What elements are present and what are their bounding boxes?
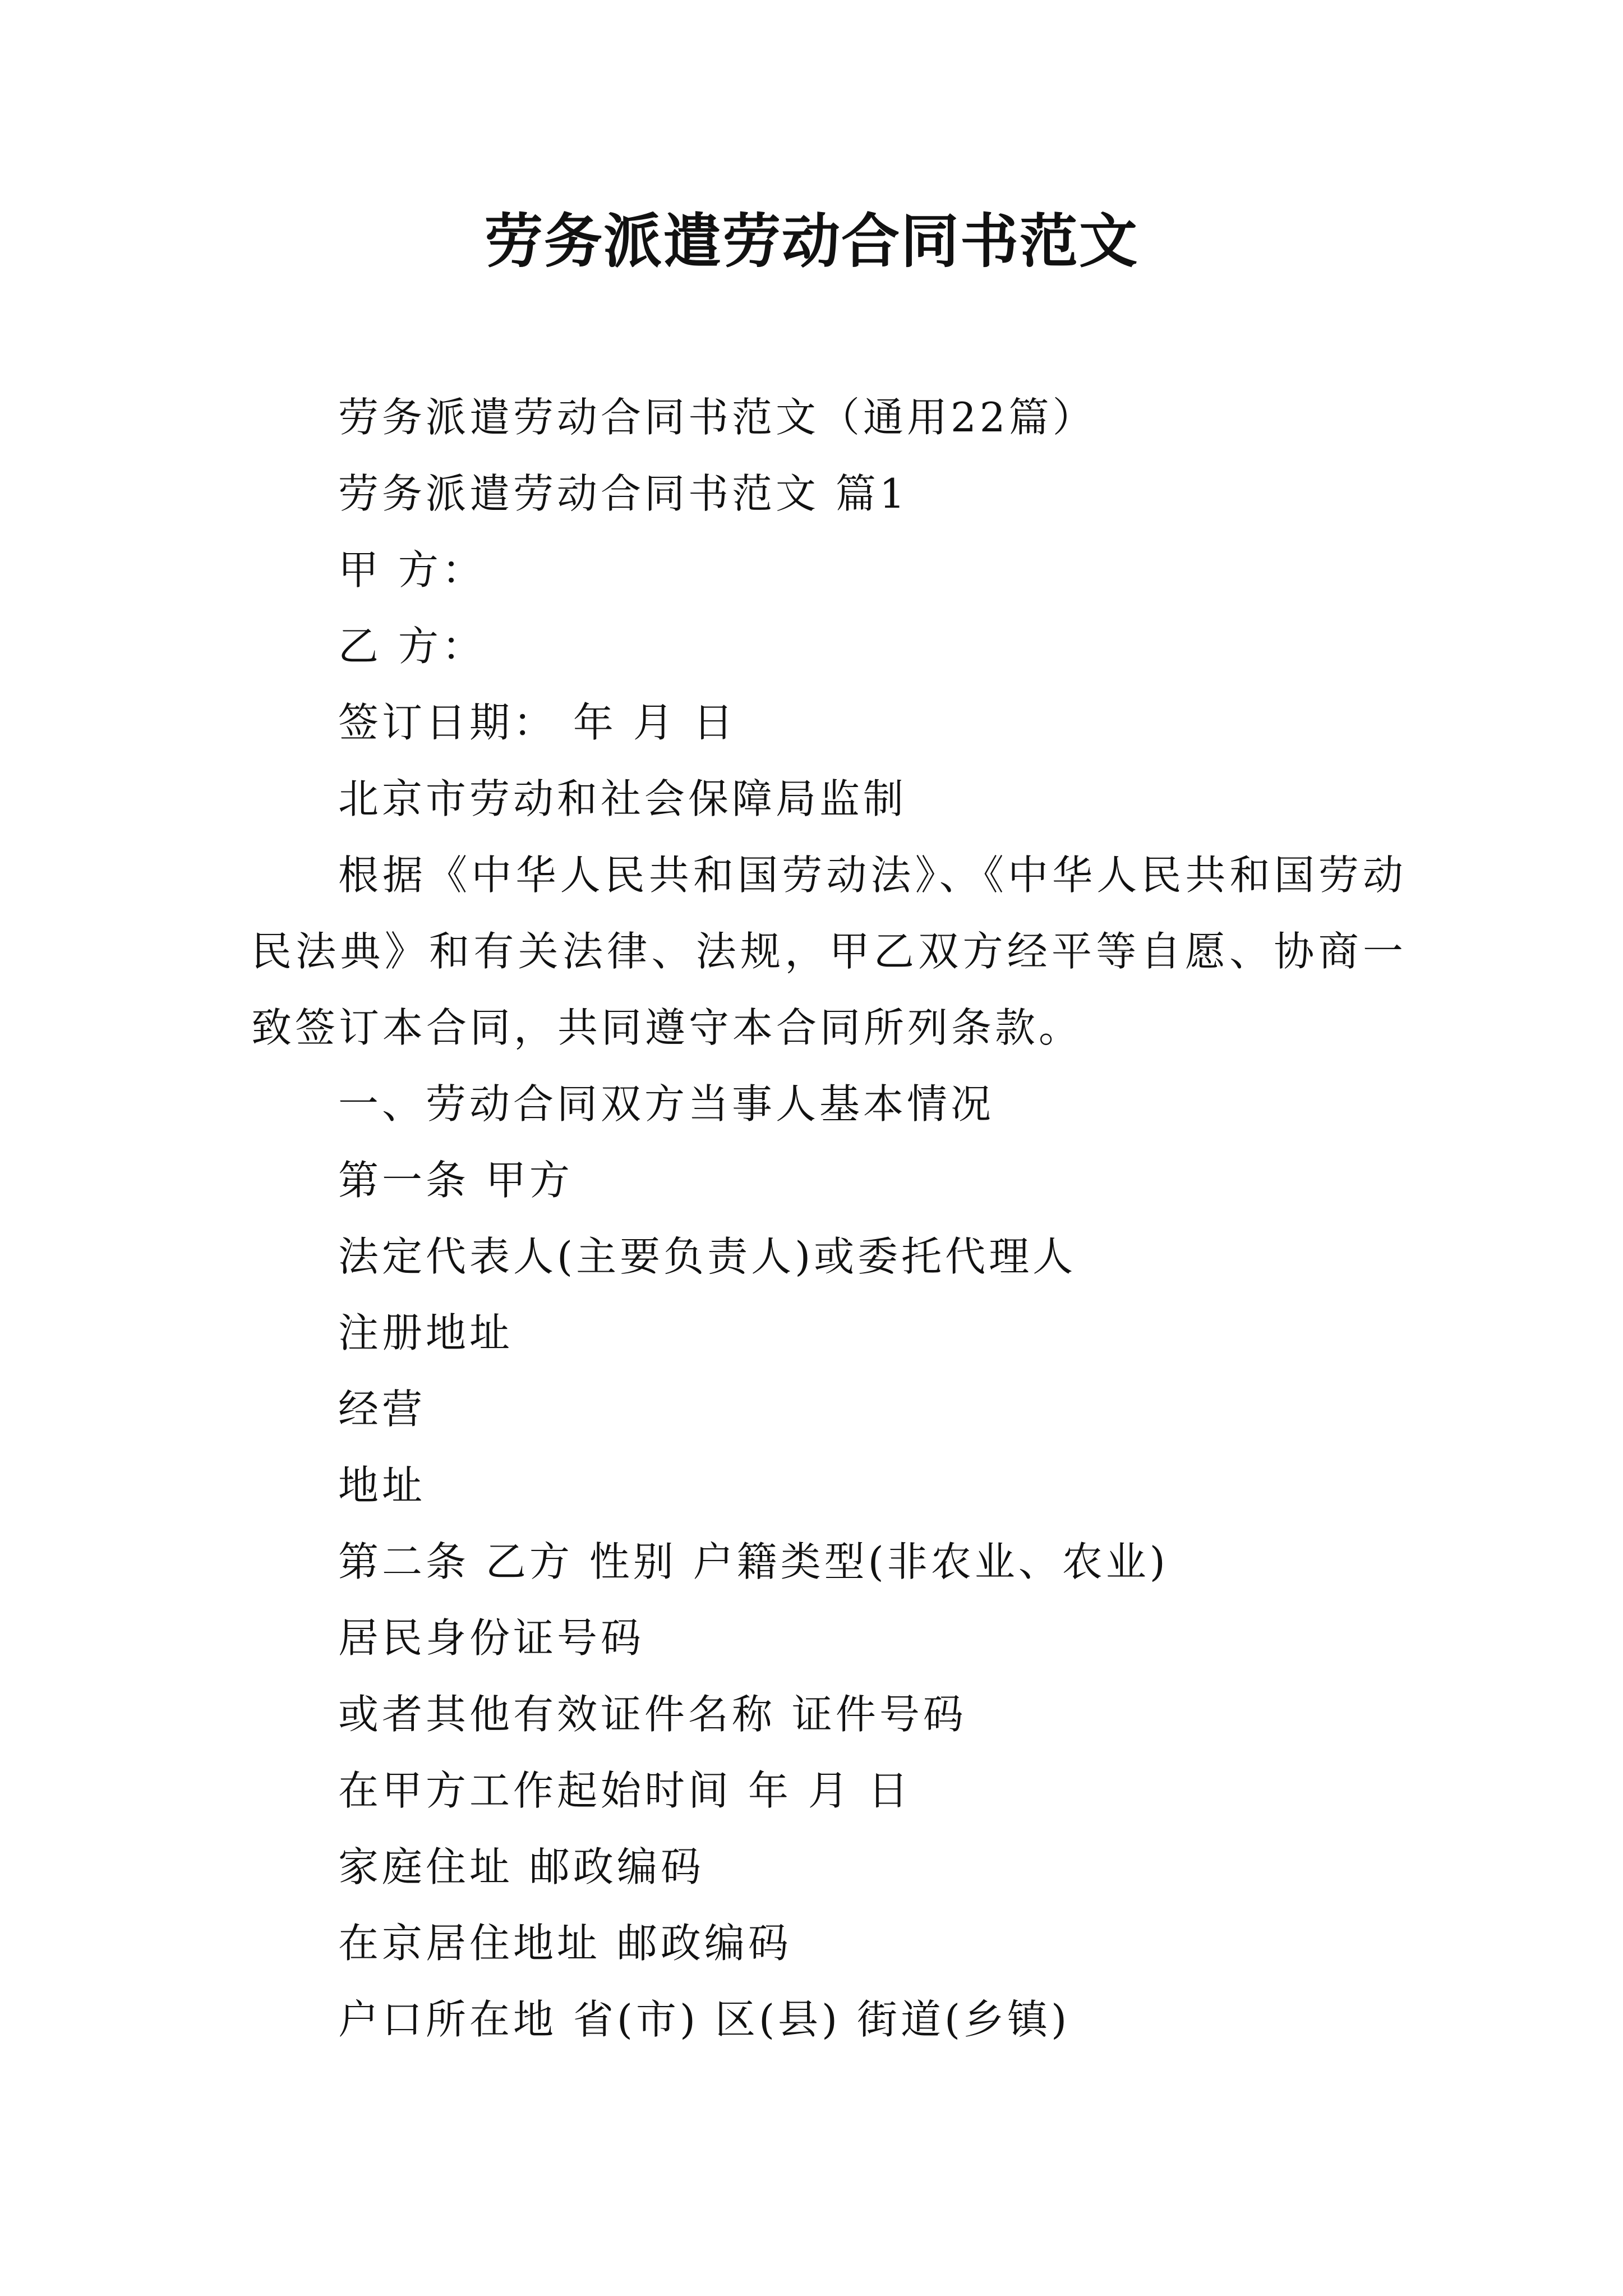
address-line: 地址 [338,1462,426,1509]
business-line: 经营 [338,1386,426,1433]
party-a-line: 甲 方： [338,546,486,593]
subtitle-paragraph: 劳务派遣劳动合同书范文（通用22篇） [338,394,1096,441]
id-number-line: 居民身份证号码 [338,1614,645,1662]
preamble-paragraph: 根据《中华人民共和国劳动法》、《中华人民共和国劳动民法典》和有关法律、法规，甲乙双方经平等自愿、协商一致签订本合同，共同遵守本合同所列条款。 [251,852,1407,1051]
legal-representative-line: 法定代表人(主要负责人)或委托代理人 [338,1233,1077,1280]
beijing-address-line: 在京居住地址 邮政编码 [338,1920,792,1967]
other-id-line: 或者其他有效证件名称 证件号码 [338,1691,967,1738]
document-title: 劳务派遣劳动合同书范文 [484,206,1138,275]
signing-date-line: 签订日期： 年 月 日 [338,699,737,746]
start-date-line: 在甲方工作起始时间 年 月 日 [338,1767,912,1814]
chapter-heading: 一、劳动合同双方当事人基本情况 [338,1080,995,1128]
household-registration-line: 户口所在地 省(市) 区(县) 街道(乡镇) [338,1996,1071,2043]
supervisor-line: 北京市劳动和社会保障局监制 [338,775,907,822]
party-b-line: 乙 方： [338,623,486,670]
section-heading: 劳务派遣劳动合同书范文 篇1 [338,470,909,517]
article-2-line: 第二条 乙方 性别 户籍类型(非农业、农业) [338,1538,1169,1585]
home-address-line: 家庭住址 邮政编码 [338,1843,704,1890]
registered-address-line: 注册地址 [338,1309,514,1356]
article-1-line: 第一条 甲方 [338,1157,573,1204]
